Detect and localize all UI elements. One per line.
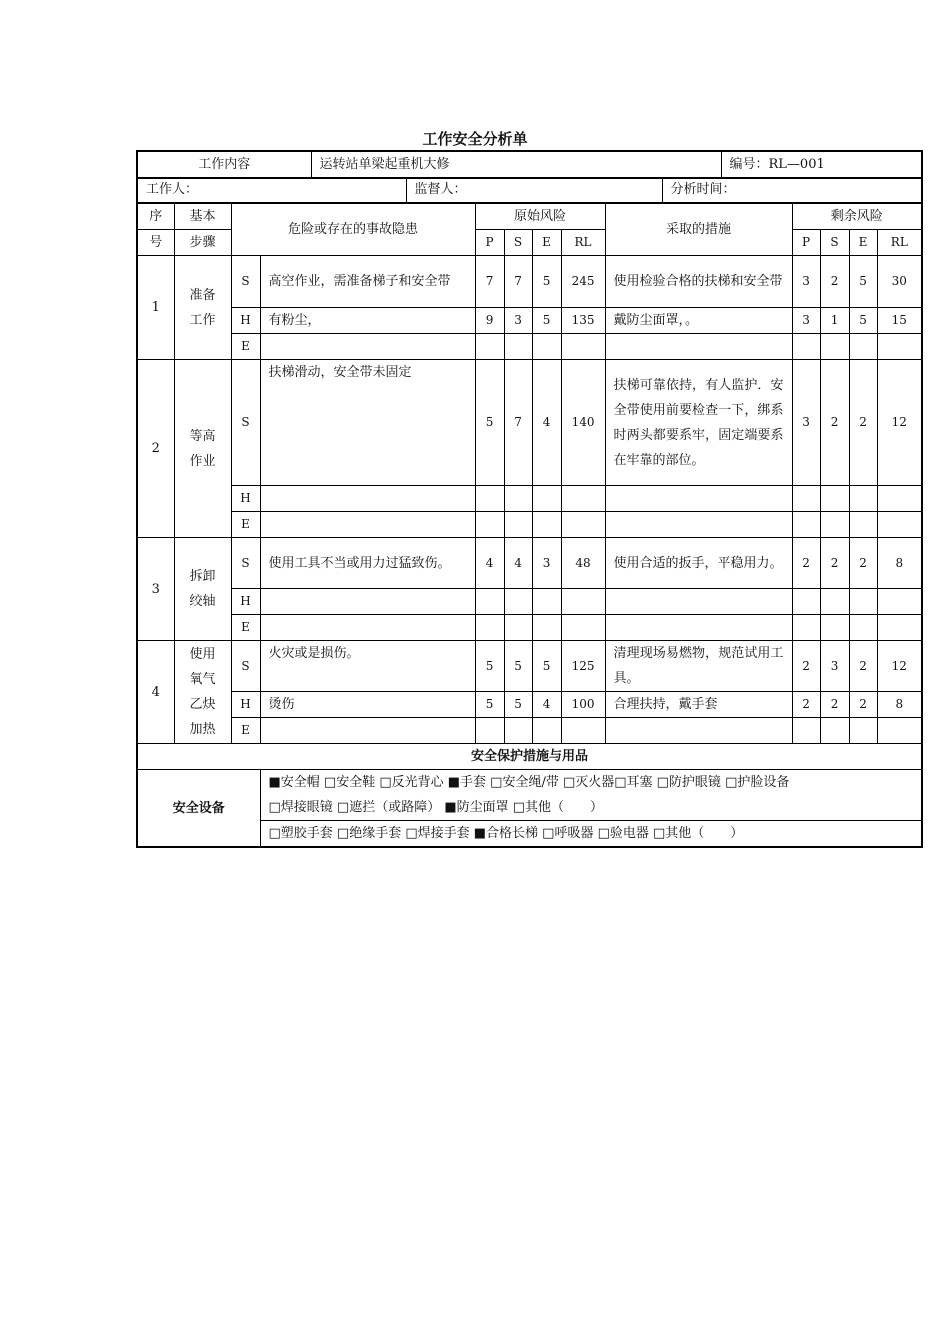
- risk-type: H: [231, 308, 260, 334]
- residual-e: 5: [849, 256, 877, 308]
- residual-e: 2: [849, 538, 877, 589]
- col-step-header-2: 步骤: [174, 230, 231, 256]
- original-p: 5: [475, 692, 504, 718]
- col-e: E: [532, 230, 561, 256]
- risk-type: S: [231, 641, 260, 692]
- col-residual-rl: RL: [877, 230, 922, 256]
- page-title: 工作安全分析单: [422, 130, 528, 148]
- hazard-text: 高空作业，需准备梯子和安全带: [260, 256, 475, 308]
- col-hazard-header: 危险或存在的事故隐患: [231, 204, 475, 256]
- residual-s: 3: [820, 641, 849, 692]
- residual-e: 2: [849, 360, 877, 486]
- original-rl: 140: [561, 360, 605, 486]
- risk-type: S: [231, 256, 260, 308]
- original-s: 4: [504, 538, 532, 589]
- col-p: P: [475, 230, 504, 256]
- original-rl: 100: [561, 692, 605, 718]
- residual-s: 2: [820, 256, 849, 308]
- original-s: 7: [504, 256, 532, 308]
- original-s: 7: [504, 360, 532, 486]
- safety-equipment-label: 安全设备: [137, 770, 260, 848]
- hazard-text: 有粉尘，: [260, 308, 475, 334]
- table-row: [137, 308, 922, 334]
- analysis-table: [136, 203, 923, 848]
- col-seq-header-2: 号: [137, 230, 174, 256]
- residual-p: 2: [792, 538, 820, 589]
- col-seq-header-1: 序: [137, 204, 174, 230]
- measure-text: 合理扶持，戴手套: [605, 692, 792, 718]
- table-row: [137, 641, 922, 692]
- table-row: [137, 256, 922, 308]
- original-p: 5: [475, 641, 504, 692]
- measure-text: 戴防尘面罩，。: [605, 308, 792, 334]
- equipment-checklist-1: [260, 770, 922, 821]
- risk-type: H: [231, 692, 260, 718]
- step-number: 4: [137, 641, 174, 744]
- hazard-text: 使用工具不当或用力过猛致伤。: [260, 538, 475, 589]
- measure-text: 使用检验合格的扶梯和安全带: [605, 256, 792, 308]
- measure-text: [605, 334, 792, 360]
- col-rl: RL: [561, 230, 605, 256]
- col-residual-risk-header: 剩余风险: [792, 204, 922, 230]
- original-e: 4: [532, 360, 561, 486]
- risk-type: E: [231, 718, 260, 744]
- step-number: 2: [137, 360, 174, 538]
- risk-type: E: [231, 334, 260, 360]
- residual-e: 5: [849, 308, 877, 334]
- header-row-2: [136, 177, 923, 203]
- col-s: S: [504, 230, 532, 256]
- residual-p: 2: [792, 692, 820, 718]
- table-row: [137, 692, 922, 718]
- residual-rl: 15: [877, 308, 922, 334]
- residual-e: 2: [849, 641, 877, 692]
- step-number: 3: [137, 538, 174, 641]
- risk-type: E: [231, 615, 260, 641]
- header-row-1: [136, 150, 923, 179]
- hazard-text: [260, 512, 475, 538]
- equipment-line-2: □焊接眼镜 □遮拦（或路障） ■防尘面罩 □其他（ ）: [268, 800, 604, 815]
- step-name: 使用 氧气 乙炔 加热: [174, 641, 231, 744]
- residual-p: 3: [792, 308, 820, 334]
- residual-rl: 12: [877, 360, 922, 486]
- measure-text: [605, 615, 792, 641]
- hazard-text: 扶梯滑动，安全带未固定: [260, 360, 475, 486]
- hazard-text: [260, 718, 475, 744]
- col-residual-p: P: [792, 230, 820, 256]
- risk-type: E: [231, 512, 260, 538]
- risk-type: H: [231, 486, 260, 512]
- original-s: 3: [504, 308, 532, 334]
- residual-rl: 8: [877, 538, 922, 589]
- table-row: [137, 589, 922, 615]
- original-e: 5: [532, 641, 561, 692]
- residual-e: 2: [849, 692, 877, 718]
- measure-text: 清理现场易燃物，规范试用工具。: [605, 641, 792, 692]
- residual-rl: 30: [877, 256, 922, 308]
- col-residual-s: S: [820, 230, 849, 256]
- residual-s: 2: [820, 692, 849, 718]
- table-row: [137, 615, 922, 641]
- measure-text: [605, 486, 792, 512]
- table-row: [137, 718, 922, 744]
- table-row: [137, 360, 922, 486]
- original-s: 5: [504, 641, 532, 692]
- original-e: 4: [532, 692, 561, 718]
- document-code: 编号：RL—001: [721, 151, 922, 178]
- col-measures-header: 采取的措施: [605, 204, 792, 256]
- original-rl: 245: [561, 256, 605, 308]
- step-number: 1: [137, 256, 174, 360]
- step-name: 等高 作业: [174, 360, 231, 538]
- hazard-text: [260, 589, 475, 615]
- measure-text: [605, 589, 792, 615]
- table-row: [137, 512, 922, 538]
- table-row: [137, 334, 922, 360]
- analysis-time-field: 分析时间：: [662, 177, 922, 203]
- measure-text: 扶梯可靠依持，有人监护．安全带使用前要检查一下，绑系时两头都要系牢，固定端要系在牢靠的部位。: [605, 360, 792, 486]
- risk-type: S: [231, 538, 260, 589]
- work-content-label: 工作内容: [137, 151, 311, 178]
- original-e: 5: [532, 256, 561, 308]
- residual-rl: 8: [877, 692, 922, 718]
- residual-p: 2: [792, 641, 820, 692]
- original-rl: 135: [561, 308, 605, 334]
- hazard-text: [260, 486, 475, 512]
- col-original-risk-header: 原始风险: [475, 204, 605, 230]
- original-p: 9: [475, 308, 504, 334]
- measure-text: 使用合适的扳手，平稳用力。: [605, 538, 792, 589]
- risk-type: S: [231, 360, 260, 486]
- step-name: 准备 工作: [174, 256, 231, 360]
- residual-p: 3: [792, 360, 820, 486]
- hazard-text: [260, 334, 475, 360]
- hazard-text: 火灾或是损伤。: [260, 641, 475, 692]
- work-content-value: 运转站单梁起重机大修: [311, 151, 721, 178]
- original-e: 5: [532, 308, 561, 334]
- hazard-text: 烫伤: [260, 692, 475, 718]
- original-p: 7: [475, 256, 504, 308]
- measure-text: [605, 512, 792, 538]
- table-row: [137, 538, 922, 589]
- col-residual-e: E: [849, 230, 877, 256]
- residual-s: 2: [820, 538, 849, 589]
- equipment-line-3: □塑胶手套 □绝缘手套 □焊接手套 ■合格长梯 □呼吸器 □验电器 □其他（ ）: [260, 821, 922, 848]
- step-name: 拆卸 绞轴: [174, 538, 231, 641]
- protection-heading: 安全保护措施与用品: [137, 744, 922, 770]
- residual-p: 3: [792, 256, 820, 308]
- worker-field: 工作人：: [137, 177, 406, 203]
- original-s: 5: [504, 692, 532, 718]
- original-e: 3: [532, 538, 561, 589]
- hazard-text: [260, 615, 475, 641]
- residual-rl: 12: [877, 641, 922, 692]
- risk-type: H: [231, 589, 260, 615]
- residual-s: 1: [820, 308, 849, 334]
- original-rl: 48: [561, 538, 605, 589]
- original-p: 5: [475, 360, 504, 486]
- col-step-header-1: 基本: [174, 204, 231, 230]
- residual-s: 2: [820, 360, 849, 486]
- table-row: [137, 486, 922, 512]
- equipment-line-1: ■安全帽 □安全鞋 □反光背心 ■手套 □安全绳/带 □灭火器□耳塞 □防护眼镜 □护脸设备: [268, 775, 790, 790]
- supervisor-field: 监督人：: [406, 177, 662, 203]
- measure-text: [605, 718, 792, 744]
- original-rl: 125: [561, 641, 605, 692]
- original-p: 4: [475, 538, 504, 589]
